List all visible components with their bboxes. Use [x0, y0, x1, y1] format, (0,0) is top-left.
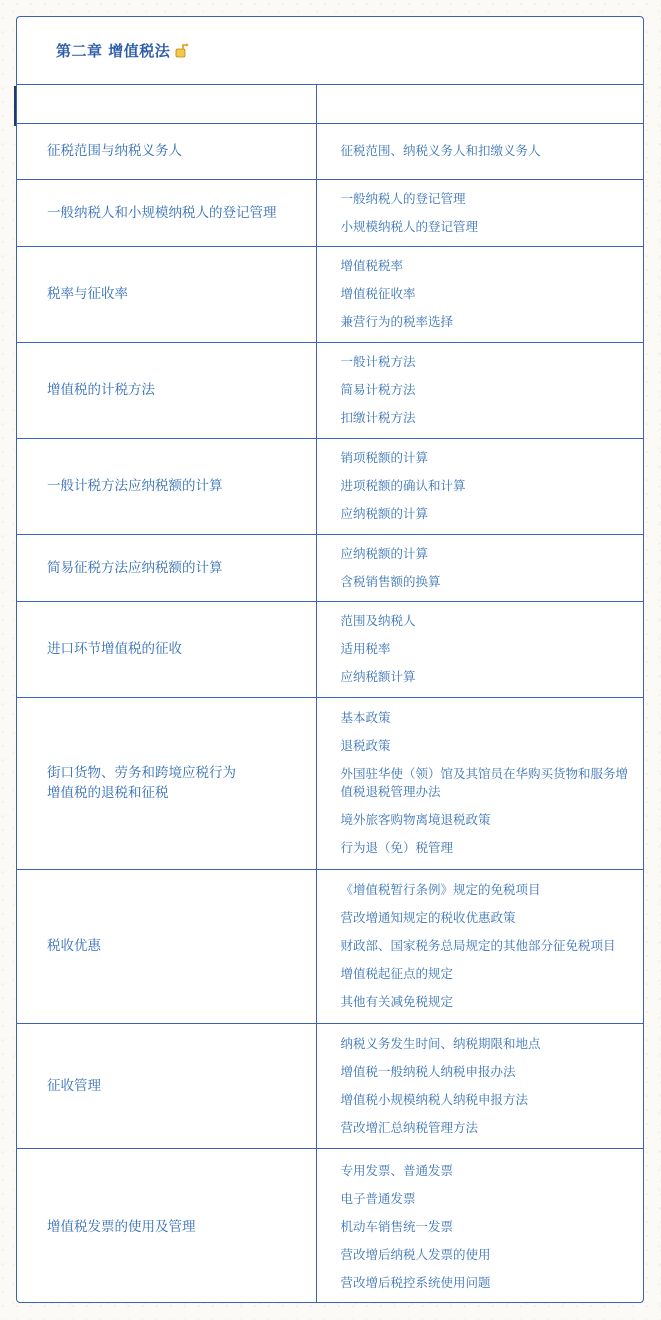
table-row [17, 697, 644, 869]
subtopic-item: 适用税率 [340, 641, 391, 656]
topic-label: 进口环节增值税的征收 [47, 641, 182, 657]
chapter-header [17, 17, 643, 85]
subtopic-cell [316, 1148, 644, 1303]
subtopic-item: 营改增汇总纳税管理方法 [340, 1119, 479, 1135]
subtopic-item: 纳税义务发生时间、纳税期限和地点 [340, 1035, 541, 1051]
subtopic-item: 扣缴计税方法 [340, 410, 416, 425]
subtopic-item: 增值税起征点的规定 [340, 966, 454, 981]
table-row [17, 123, 644, 179]
table-row [17, 1023, 644, 1148]
topic-cell [17, 342, 316, 438]
subtopic-item: 进项税额的确认和计算 [340, 478, 466, 493]
subtopic-item: 机动车销售统一发票 [340, 1218, 454, 1234]
subtopic-cell [316, 438, 644, 534]
subtopic-item: 营改增通知规定的税收优惠政策 [340, 910, 516, 925]
topic-label: 税率与征收率 [47, 286, 128, 302]
subtopic-item: 应纳税额的计算 [340, 506, 429, 521]
table-row [17, 179, 644, 246]
topic-label: 简易征税方法应纳税额的计算 [47, 559, 223, 576]
subtopic-item: 一般纳税人的登记管理 [340, 190, 466, 206]
topic-cell [17, 1148, 316, 1303]
chapter-title: 第二章 增值税法 [56, 42, 171, 60]
topic-label: 征收管理 [47, 1077, 101, 1094]
subtopic-item: 范围及纳税人 [340, 613, 416, 628]
subtopic-item: 专用发票、普通发票 [340, 1162, 454, 1178]
header-cell-1 [17, 85, 316, 123]
subtopic-item: 增值税征收率 [340, 286, 416, 301]
topic-cell [17, 869, 316, 1023]
topic-cell [17, 601, 316, 697]
subtopic-cell [316, 697, 644, 869]
topic-cell [17, 1023, 316, 1148]
topic-cell [17, 179, 316, 246]
table-row [17, 1148, 644, 1303]
subtopic-item: 营改增后纳税人发票的使用 [340, 1246, 491, 1262]
table-row [17, 534, 644, 601]
subtopic-cell [316, 1023, 644, 1148]
table-row [17, 342, 644, 438]
topic-label: 一般计税方法应纳税额的计算 [47, 478, 223, 494]
topic-cell [17, 438, 316, 534]
subtopic-item: 行为退（免）税管理 [340, 840, 454, 855]
table-row [17, 438, 644, 534]
subtopic-cell [316, 534, 644, 601]
hand-pointing-icon [175, 43, 190, 58]
subtopic-cell [316, 246, 644, 342]
topic-label: 征税范围与纳税义务人 [47, 143, 182, 159]
subtopic-cell [316, 601, 644, 697]
header-cell-2 [316, 85, 644, 123]
subtopic-item: 电子普通发票 [340, 1190, 416, 1206]
subtopic-item: 退税政策 [340, 738, 391, 753]
topic-cell [17, 246, 316, 342]
subtopic-cell [316, 342, 644, 438]
subtopic-cell [316, 179, 644, 246]
table-row [17, 246, 644, 342]
table-row [17, 601, 644, 697]
topic-label: 街口货物、劳务和跨境应税行为 增值税的退税和征税 [47, 765, 236, 801]
subtopic-item: 境外旅客购物离境退税政策 [340, 812, 491, 827]
subtopic-item: 征税范围、纳税义务人和扣缴义务人 [340, 143, 541, 158]
subtopic-item: 应纳税额的计算 [340, 545, 429, 561]
topic-cell [17, 697, 316, 869]
subtopic-item: 营改增后税控系统使用问题 [340, 1274, 491, 1290]
subtopic-cell [316, 869, 644, 1023]
subtopic-item: 增值税税率 [340, 258, 404, 273]
subtopic-item: 基本政策 [340, 710, 391, 725]
topic-label: 一般纳税人和小规模纳税人的登记管理 [47, 204, 277, 221]
subtopic-item: 应纳税额计算 [340, 669, 416, 684]
subtopic-item: 外国驻华使（领）馆及其馆员在华购买货物和服务增值税退税管理办法 [340, 766, 629, 799]
subtopic-item: 其他有关减免税规定 [340, 994, 454, 1009]
subtopic-cell [316, 123, 644, 179]
subtopic-item: 小规模纳税人的登记管理 [340, 218, 479, 234]
subtopic-item: 简易计税方法 [340, 382, 416, 397]
table-row [17, 869, 644, 1023]
outline-table [17, 85, 644, 1303]
topic-label: 增值税的计税方法 [47, 382, 155, 398]
subtopic-item: 增值税小规模纳税人纳税申报方法 [340, 1091, 529, 1107]
subtopic-item: 一般计税方法 [340, 354, 416, 369]
subtopic-item: 含税销售额的换算 [340, 573, 441, 589]
topic-label: 增值税发票的使用及管理 [47, 1218, 196, 1235]
topic-cell [17, 123, 316, 179]
topic-cell [17, 534, 316, 601]
topic-label: 税收优惠 [47, 938, 101, 954]
subtopic-item: 销项税额的计算 [340, 450, 429, 465]
subtopic-item: 《增值税暂行条例》规定的免税项目 [340, 882, 541, 897]
chapter-card [16, 16, 644, 1303]
subtopic-item: 兼营行为的税率选择 [340, 314, 454, 329]
table-header-row [17, 85, 644, 123]
subtopic-item: 财政部、国家税务总局规定的其他部分征免税项目 [340, 938, 616, 953]
subtopic-item: 增值税一般纳税人纳税申报办法 [340, 1063, 516, 1079]
